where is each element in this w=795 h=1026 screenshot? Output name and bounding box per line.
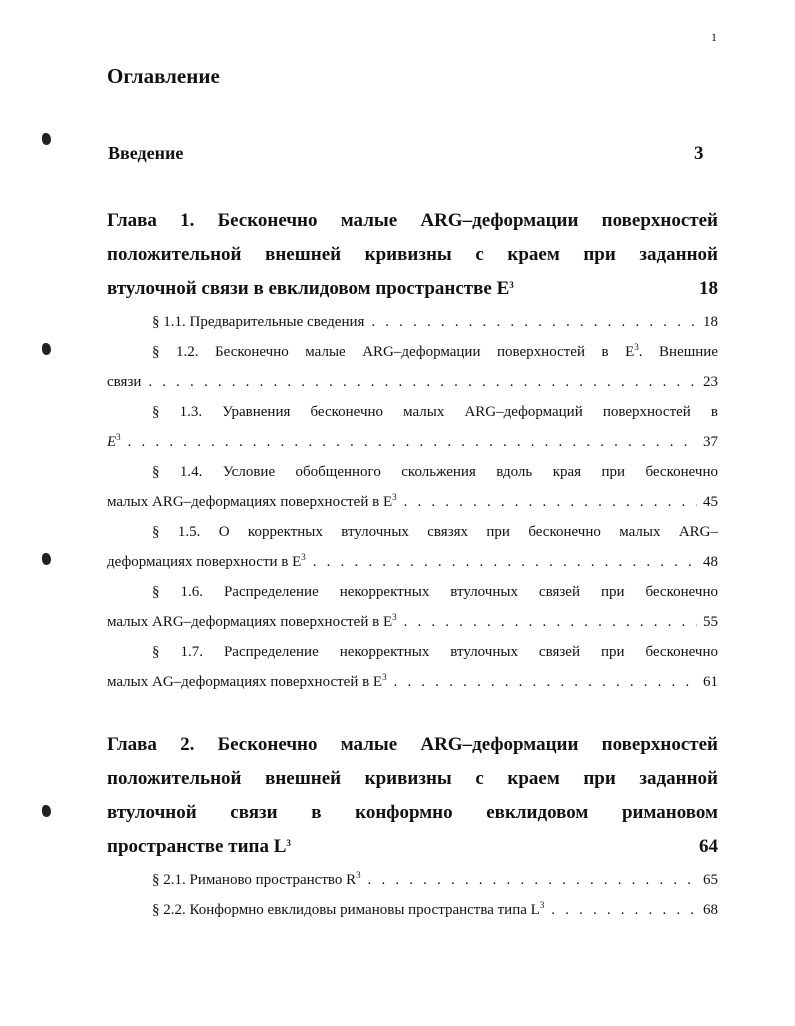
- superscript: 3: [356, 870, 361, 880]
- chapter-2-line: втулочной связи в конформно евклидовом римановом: [107, 802, 718, 823]
- section-title: § 1.1. Предварительные сведения . . .: [152, 307, 697, 337]
- toc-section[interactable]: [107, 457, 718, 517]
- superscript: 3: [116, 432, 121, 442]
- section-title-tail: . Внешние: [638, 344, 718, 360]
- chapter-1-last-line: [107, 272, 718, 306]
- section-page: 55: [703, 614, 718, 630]
- chapter-2-last-line: [107, 830, 718, 864]
- section-title: § 1.3. Уравнения бесконечно малых ARG–деформаций поверхностей в: [152, 404, 718, 420]
- section-title: § 2.1. Риманово пространство R: [152, 872, 357, 888]
- superscript: 3: [509, 280, 514, 290]
- section-title-cont: деформациях поверхности в E: [107, 554, 302, 570]
- superscript: 3: [392, 612, 397, 622]
- toc-section[interactable]: [107, 577, 718, 637]
- section-page: 37: [703, 434, 718, 450]
- chapter-1-line: Глава 1. Бесконечно малые ARG–деформации поверхностей: [107, 210, 718, 231]
- scan-mark: [42, 133, 51, 145]
- section-page: 48: [703, 554, 718, 570]
- section-page: 45: [703, 494, 718, 510]
- chapter-2-title-end: пространстве типа L: [107, 836, 287, 857]
- section-title: § 1.5. О корректных втулочных связях при бесконечно малых ARG–: [152, 524, 718, 540]
- section-title-cont: малых ARG–деформациях поверхностей в E: [107, 614, 393, 630]
- toc-section[interactable]: [107, 517, 718, 577]
- superscript: 3: [301, 552, 306, 562]
- toc-chapter-2[interactable]: [107, 728, 718, 864]
- section-title-cont: E: [107, 434, 117, 450]
- toc-section[interactable]: [107, 865, 718, 895]
- superscript: 3: [539, 900, 545, 910]
- section-title: § 1.4. Условие обобщенного скольжения вдоль края при бесконечно: [152, 464, 718, 480]
- section-page: 68: [703, 902, 718, 918]
- page-title: Оглавление: [107, 64, 220, 88]
- chapter-2-page: 64: [699, 836, 718, 857]
- scan-mark: [42, 805, 51, 817]
- toc-section[interactable]: [107, 397, 718, 457]
- chapter-1-page: 18: [699, 278, 718, 299]
- superscript: 3: [286, 838, 291, 848]
- section-title: § 2.2. Конформно евклидовы римановы пространства типа L: [152, 902, 540, 918]
- section-title-cont: малых ARG–деформациях поверхностей в E: [107, 494, 393, 510]
- chapter-2-line: Глава 2. Бесконечно малые ARG–деформации поверхностей: [107, 734, 718, 755]
- section-title-cont: малых AG–деформациях поверхностей в E: [107, 674, 383, 690]
- section-page: 61: [703, 674, 718, 690]
- superscript: 3: [634, 342, 639, 352]
- toc-intro-label[interactable]: Введение: [108, 143, 184, 163]
- toc-section[interactable]: [107, 307, 718, 337]
- toc-intro-page: 3: [694, 143, 704, 164]
- toc-chapter-1[interactable]: [107, 204, 718, 306]
- scan-mark: [42, 553, 51, 565]
- section-page: 65: [703, 872, 718, 888]
- toc-section[interactable]: [107, 637, 718, 697]
- section-title-cont: связи . . .: [107, 367, 697, 397]
- chapter-1-title-end: втулочной связи в евклидовом пространстве E: [107, 278, 510, 299]
- scan-mark: [42, 343, 51, 355]
- section-title: § 1.2. Бесконечно малые ARG–деформации поверхностей в E: [152, 344, 635, 360]
- superscript: 3: [392, 492, 397, 502]
- toc-section[interactable]: [107, 895, 718, 925]
- section-title: § 1.7. Распределение некорректных втулочных связей при бесконечно: [152, 644, 718, 660]
- toc-section[interactable]: [107, 337, 718, 397]
- page-number: 1: [711, 30, 717, 44]
- chapter-2-line: положительной внешней кривизны с краем при заданной: [107, 768, 718, 789]
- superscript: 3: [382, 672, 387, 682]
- section-page: 23: [703, 374, 718, 390]
- section-page: 18: [703, 314, 718, 330]
- chapter-1-line: положительной внешней кривизны с краем при заданной: [107, 244, 718, 265]
- section-title: § 1.6. Распределение некорректных втулочных связей при бесконечно: [152, 584, 718, 600]
